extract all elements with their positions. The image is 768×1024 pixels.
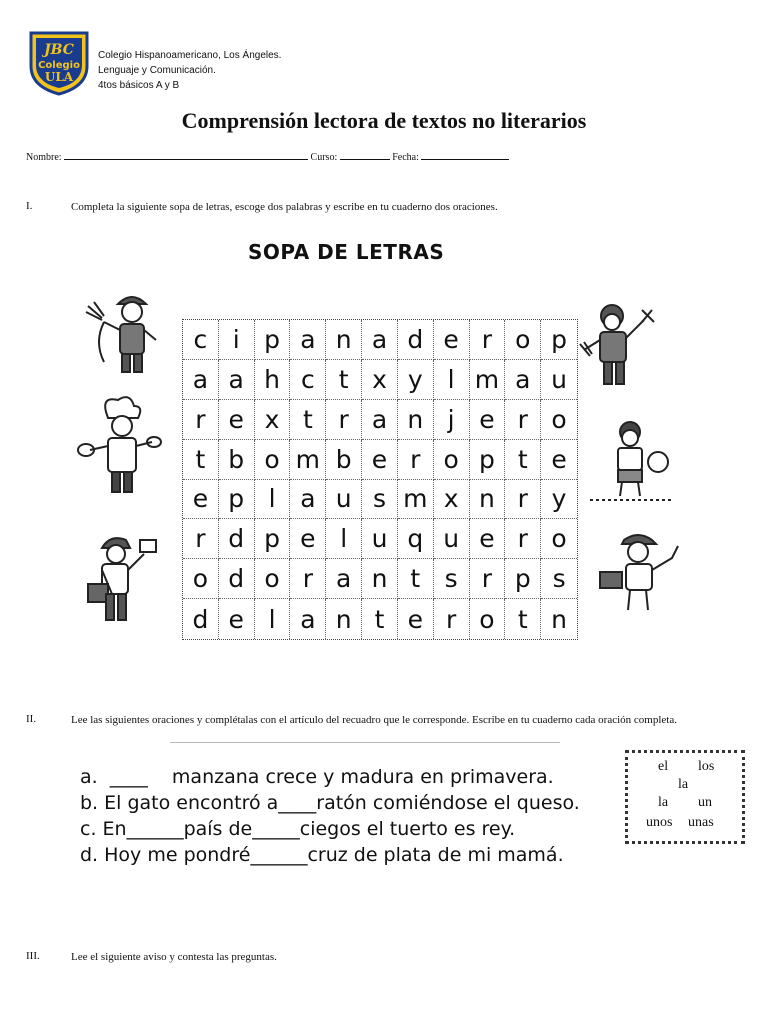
letter-cell: r: [470, 559, 506, 599]
letter-cell: d: [398, 320, 434, 360]
letter-cell: j: [434, 400, 470, 440]
letter-cell: m: [290, 440, 326, 480]
divider-line: [170, 742, 560, 743]
letter-cell: o: [505, 320, 541, 360]
article-word: un: [698, 795, 712, 810]
section-2-instruction: Lee las siguientes oraciones y complétalas con el artículo del recuadro que le corresponde. Escribe en tu cuaderno cada oración completa.: [71, 714, 677, 726]
letter-cell: l: [326, 519, 362, 559]
article-word: unas: [688, 815, 714, 830]
letter-cell: b: [219, 440, 255, 480]
letter-cell: q: [398, 519, 434, 559]
letter-cell: t: [505, 599, 541, 639]
letter-cell: o: [255, 559, 291, 599]
course-field[interactable]: [340, 150, 390, 160]
letter-cell: e: [434, 320, 470, 360]
chef-illustration: [72, 392, 164, 502]
letter-cell: x: [362, 360, 398, 400]
word-search-grid: [182, 319, 578, 640]
letter-cell: e: [470, 400, 506, 440]
letter-cell: n: [470, 480, 506, 520]
letter-cell: p: [541, 320, 577, 360]
letter-cell: b: [326, 440, 362, 480]
school-logo: [28, 30, 90, 96]
article-word: la: [678, 777, 689, 792]
letter-cell: d: [183, 599, 219, 639]
letter-cell: p: [470, 440, 506, 480]
letter-cell: p: [255, 519, 291, 559]
letter-cell: r: [505, 480, 541, 520]
letter-cell: p: [255, 320, 291, 360]
letter-cell: r: [505, 519, 541, 559]
letter-cell: d: [219, 519, 255, 559]
article-word: los: [698, 759, 715, 774]
tourist-illustration: [594, 528, 690, 624]
letter-cell: e: [362, 440, 398, 480]
letter-cell: a: [362, 400, 398, 440]
letter-cell: n: [326, 320, 362, 360]
letter-cell: l: [255, 599, 291, 639]
letter-cell: a: [290, 480, 326, 520]
letter-cell: r: [434, 599, 470, 639]
svg-text:ULA: ULA: [44, 70, 74, 84]
letter-cell: h: [255, 360, 291, 400]
letter-cell: o: [541, 519, 577, 559]
letter-cell: o: [470, 599, 506, 639]
article-word: el: [658, 759, 669, 774]
letter-cell: d: [219, 559, 255, 599]
letter-cell: c: [183, 320, 219, 360]
letter-cell: u: [362, 519, 398, 559]
letter-cell: e: [219, 599, 255, 639]
svg-text:JBC: JBC: [44, 42, 74, 58]
letter-cell: r: [505, 400, 541, 440]
sentence-c: c. En______país de_____ciegos el tuerto es rey.: [80, 818, 516, 840]
letter-cell: r: [326, 400, 362, 440]
name-field[interactable]: [64, 150, 308, 160]
article-word: unos: [646, 815, 673, 830]
letter-cell: e: [470, 519, 506, 559]
letter-cell: t: [505, 440, 541, 480]
letter-cell: e: [290, 519, 326, 559]
letter-cell: p: [505, 559, 541, 599]
letter-cell: l: [434, 360, 470, 400]
date-field[interactable]: [421, 150, 509, 160]
letter-cell: o: [541, 400, 577, 440]
letter-cell: p: [219, 480, 255, 520]
letter-cell: n: [398, 400, 434, 440]
svg-text:Colegio: Colegio: [38, 60, 80, 71]
letter-cell: u: [326, 480, 362, 520]
letter-cell: m: [398, 480, 434, 520]
firefighter-illustration: [74, 282, 170, 380]
letter-cell: x: [255, 400, 291, 440]
letter-cell: r: [290, 559, 326, 599]
letter-cell: a: [326, 559, 362, 599]
letter-cell: e: [183, 480, 219, 520]
letter-cell: s: [541, 559, 577, 599]
letter-cell: s: [434, 559, 470, 599]
soccer-player-illustration: [590, 414, 676, 506]
mail-carrier-illustration: [72, 526, 164, 636]
letter-cell: s: [362, 480, 398, 520]
letter-cell: o: [255, 440, 291, 480]
school-name: Colegio Hispanoamericano, Los Ángeles.: [98, 50, 282, 61]
letter-cell: o: [434, 440, 470, 480]
letter-cell: r: [183, 400, 219, 440]
section-1-instruction: Completa la siguiente sopa de letras, escoge dos palabras y escribe en tu cuaderno dos oraciones.: [71, 201, 498, 213]
letter-cell: a: [290, 320, 326, 360]
section-1-number: I.: [26, 200, 33, 212]
letter-cell: u: [541, 360, 577, 400]
course-label: Curso:: [310, 152, 338, 163]
letter-cell: e: [219, 400, 255, 440]
grade-level: 4tos básicos A y B: [98, 80, 180, 91]
letter-cell: r: [470, 320, 506, 360]
letter-cell: e: [541, 440, 577, 480]
letter-cell: a: [362, 320, 398, 360]
letter-cell: x: [434, 480, 470, 520]
article-box: [625, 750, 745, 844]
letter-cell: n: [362, 559, 398, 599]
letter-cell: t: [362, 599, 398, 639]
letter-cell: m: [470, 360, 506, 400]
letter-cell: r: [398, 440, 434, 480]
letter-cell: t: [398, 559, 434, 599]
section-3-instruction: Lee el siguiente aviso y contesta las preguntas.: [71, 951, 277, 963]
letter-cell: r: [183, 519, 219, 559]
letter-cell: c: [290, 360, 326, 400]
name-label: Nombre:: [26, 152, 62, 163]
student-fields: [26, 150, 509, 163]
letter-cell: a: [219, 360, 255, 400]
letter-cell: e: [398, 599, 434, 639]
hairdresser-illustration: [578, 296, 668, 396]
letter-cell: t: [290, 400, 326, 440]
letter-cell: t: [183, 440, 219, 480]
letter-cell: y: [398, 360, 434, 400]
subject: Lenguaje y Comunicación.: [98, 65, 216, 76]
letter-cell: o: [183, 559, 219, 599]
sentence-b: b. El gato encontró a____ratón comiéndose el queso.: [80, 792, 580, 814]
letter-cell: t: [326, 360, 362, 400]
sentence-d: d. Hoy me pondré______cruz de plata de mi mamá.: [80, 844, 564, 866]
sentence-list: [80, 764, 580, 868]
letter-cell: l: [255, 480, 291, 520]
page-title: Comprensión lectora de textos no literarios: [181, 108, 587, 133]
letter-cell: a: [183, 360, 219, 400]
section-3-number: III.: [26, 950, 40, 962]
letter-cell: i: [219, 320, 255, 360]
letter-cell: a: [505, 360, 541, 400]
letter-cell: y: [541, 480, 577, 520]
word-search-title: SOPA DE LETRAS: [248, 240, 445, 264]
school-info: [98, 48, 281, 93]
letter-cell: a: [290, 599, 326, 639]
sentence-a: a. ____ manzana crece y madura en primavera.: [80, 766, 554, 788]
letter-cell: u: [434, 519, 470, 559]
letter-cell: n: [326, 599, 362, 639]
article-word: la: [658, 795, 669, 810]
letter-cell: n: [551, 604, 567, 634]
section-2-number: II.: [26, 713, 37, 725]
date-label: Fecha:: [392, 152, 419, 163]
